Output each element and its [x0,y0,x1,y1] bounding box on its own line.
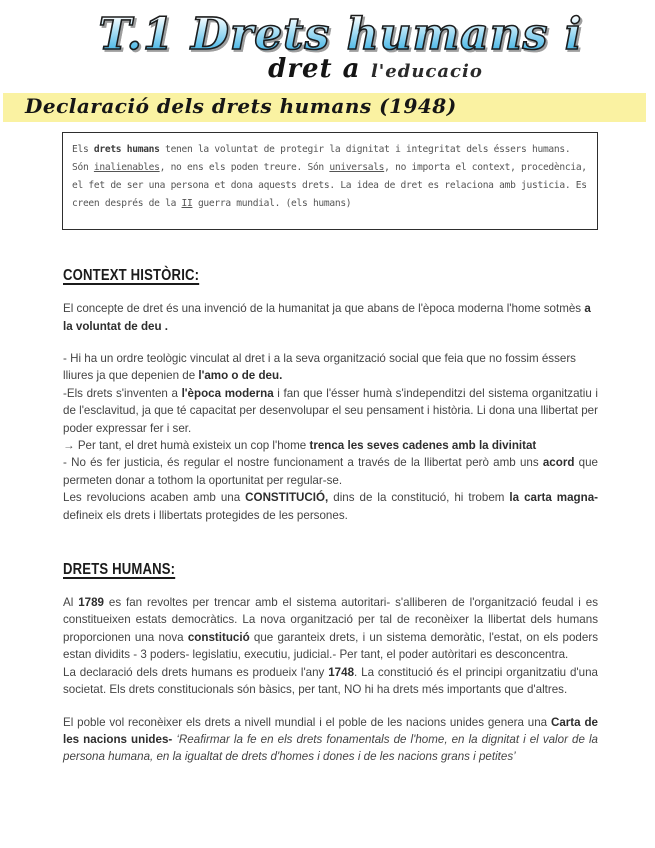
paragraph-un-charter-quote: El poble vol reconèixer els drets a nivell mundial i el poble de les nacions unides genera una Carta de les nacions unides- ‘Reafirmar la fe en els drets fonamentals de l'home, en la dignitat i el valor de la persona humana, en la igualtat de drets d'homes i dones i de les nacions grans i petites’ [63,715,598,764]
paragraph: El concepte de dret és una invenció de la humanitat ja que abans de l'època moderna l'home sotmès a la voluntat de deu . [63,302,591,333]
paragraph: La declaració dels drets humans es produeix l'any 1748. La constitució és el principi organitzatiu d'una societat. Els drets constitucionals són bàsics, per tant, NO hi ha drets més importants que d'altres. [63,665,598,697]
title-line-1: T.1 Drets humans i [98,9,583,60]
title-educacio: l'educacio [370,61,483,83]
section-heading-drets-humans: DRETS HUMANS: [63,561,176,579]
paragraph: - No és fer justicia, és regular el nostre funcionament a través de la llibertat però amb uns acord que permeten donar a tothom la oportunitat per regular-se. [63,456,598,487]
paragraph: Les revolucions acaben amb una CONSTITUCIÓ, dins de la constitució, hi trobem la carta magna- defineix els drets i llibertats protegides de les persones. [63,491,598,522]
section-heading-context-historic: CONTEXT HISTÒRIC: [63,267,200,285]
paragraph: - Hi ha un ordre teològic vinculat al dret i a la seva organització social que feia que no fossim éssers lliures ja que depenien de l'amo o de deu. [63,352,576,383]
title-line-2 [48,54,655,84]
intro-definition-text: Els drets humans tenen la voluntat de protegir la dignitat i integritat dels éssers humans. Són inalienables, no ens els poden treure. Són universals, no importa el context, procedència, el fet de ser una persona et dona aquests drets. La idea de dret es relaciona amb justicia. Es creen després de la II guerra mundial. (els humans) [72,144,587,210]
heading-text: Declaració dels drets humans (1948) [25,94,457,119]
section-context-historic [63,267,598,524]
document-title [0,0,655,84]
paragraph: Al 1789 es fan revoltes per trencar amb el sistema autoritari- s'alliberen de l'organització feudal i es constitueixen estats democràtics. La nova organització per tal de reconèixer la llibertat dels humans proporcionen una nova constitució que garanteix drets, i un sistema demoràtic, l'estat, on els poders estan dividits - 3 poders- legislatiu, executiu, judicial.- Per tant, el poder autòritari es desconcentra. [63,596,598,662]
intro-definition-box [62,132,598,230]
highlighted-heading-declaracio [3,93,646,122]
title-dret-a: dret a [268,54,361,85]
paragraph-arrow-note: → Per tant, el dret humà existeix un cop l'home trenca les seves cadenes amb la divinitat [63,439,537,453]
paragraph: -Els drets s'inventen a l'època moderna i fan que l'ésser humà s'independitzi del sistema organitzatiu i de l'esclavitud, ja que té capacitat per desenvolupar el seu pensament i història. Li dona una llibertat per poder expressar fer i ser. [63,386,599,435]
section-drets-humans [63,561,598,766]
document-body [63,267,598,766]
